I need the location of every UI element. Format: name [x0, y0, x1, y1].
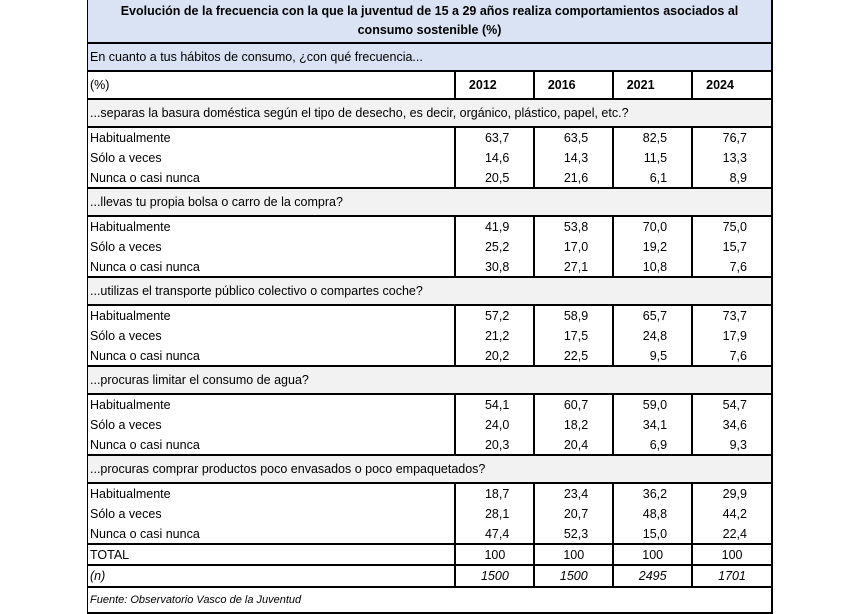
value-cell: 29,9	[691, 484, 771, 504]
table-row	[88, 504, 771, 524]
value-cell: 25,2	[454, 237, 533, 257]
header-year: 2012	[454, 72, 533, 98]
header-year: 2024	[691, 72, 771, 98]
value-cell: 21,6	[533, 168, 612, 187]
row-label: Sólo a veces	[90, 507, 162, 521]
header-row	[88, 72, 771, 100]
value-cell: 17,9	[691, 326, 771, 346]
value-cell: 75,0	[691, 217, 771, 237]
row-label: Nunca o casi nunca	[90, 259, 200, 274]
table-title: Evolución de la frecuencia con la que la juventud de 15 a 29 años realiza comportamientos asociados al consumo sostenible (%)	[88, 0, 771, 44]
value-cell: 20,4	[533, 435, 612, 454]
sample-size-value: 1500	[533, 566, 612, 586]
value-cell: 14,3	[533, 148, 612, 168]
value-cell: 20,2	[454, 346, 533, 365]
table-row	[88, 484, 771, 504]
value-cell: 23,4	[533, 484, 612, 504]
value-cell: 24,8	[612, 326, 691, 346]
value-cell: 6,9	[612, 435, 691, 454]
sections-container	[88, 100, 771, 545]
value-cell: 15,0	[612, 524, 691, 543]
value-cell: 7,6	[691, 257, 771, 276]
table-row	[88, 257, 771, 278]
table-row	[88, 346, 771, 367]
total-value: 100	[691, 545, 771, 564]
table-row	[88, 415, 771, 435]
table-row	[88, 306, 771, 326]
value-cell: 28,1	[454, 504, 533, 524]
value-cell: 58,9	[533, 306, 612, 326]
total-label: TOTAL	[90, 547, 130, 562]
value-cell: 18,7	[454, 484, 533, 504]
value-cell: 41,9	[454, 217, 533, 237]
value-cell: 54,1	[454, 395, 533, 415]
value-cell: 82,5	[612, 128, 691, 148]
row-label: Sólo a veces	[90, 418, 162, 432]
value-cell: 7,6	[691, 346, 771, 365]
row-label: Nunca o casi nunca	[90, 437, 200, 452]
table-row	[88, 524, 771, 545]
row-label: Habitualmente	[90, 220, 171, 234]
total-row	[88, 545, 771, 566]
value-cell: 44,2	[691, 504, 771, 524]
value-cell: 20,7	[533, 504, 612, 524]
value-cell: 52,3	[533, 524, 612, 543]
value-cell: 21,2	[454, 326, 533, 346]
section-question: ...procuras comprar productos poco envasados o poco empaquetados?	[88, 456, 771, 484]
sample-size-row	[88, 566, 771, 588]
value-cell: 17,5	[533, 326, 612, 346]
value-cell: 19,2	[612, 237, 691, 257]
source-note: Fuente: Observatorio Vasco de la Juventud	[88, 588, 771, 614]
row-label: Nunca o casi nunca	[90, 526, 200, 541]
value-cell: 6,1	[612, 168, 691, 187]
section-question: ...separas la basura doméstica según el tipo de desecho, es decir, orgánico, plástico, papel, etc.?	[88, 100, 771, 128]
row-label: Sólo a veces	[90, 329, 162, 343]
table-row	[88, 237, 771, 257]
value-cell: 59,0	[612, 395, 691, 415]
value-cell: 22,5	[533, 346, 612, 365]
row-label: Sólo a veces	[90, 240, 162, 254]
sample-size-value: 1701	[691, 566, 771, 586]
value-cell: 65,7	[612, 306, 691, 326]
value-cell: 27,1	[533, 257, 612, 276]
table-row	[88, 128, 771, 148]
row-label: Nunca o casi nunca	[90, 348, 200, 363]
value-cell: 53,8	[533, 217, 612, 237]
row-label: Habitualmente	[90, 487, 171, 501]
value-cell: 8,9	[691, 168, 771, 187]
value-cell: 20,5	[454, 168, 533, 187]
section-question: ...procuras limitar el consumo de agua?	[88, 367, 771, 395]
sample-size-value: 1500	[454, 566, 533, 586]
value-cell: 11,5	[612, 148, 691, 168]
table-row	[88, 148, 771, 168]
value-cell: 47,4	[454, 524, 533, 543]
table-row	[88, 435, 771, 456]
header-label: (%)	[90, 78, 110, 92]
row-label: Habitualmente	[90, 398, 171, 412]
value-cell: 76,7	[691, 128, 771, 148]
value-cell: 63,5	[533, 128, 612, 148]
value-cell: 73,7	[691, 306, 771, 326]
header-year: 2016	[533, 72, 612, 98]
value-cell: 22,4	[691, 524, 771, 543]
value-cell: 54,7	[691, 395, 771, 415]
row-label: Sólo a veces	[90, 151, 162, 165]
section-question: ...llevas tu propia bolsa o carro de la compra?	[88, 189, 771, 217]
value-cell: 36,2	[612, 484, 691, 504]
value-cell: 9,5	[612, 346, 691, 365]
value-cell: 34,1	[612, 415, 691, 435]
total-value: 100	[533, 545, 612, 564]
value-cell: 57,2	[454, 306, 533, 326]
sample-size-value: 2495	[612, 566, 691, 586]
section-question: ...utilizas el transporte público colectivo o compartes coche?	[88, 278, 771, 306]
header-year: 2021	[612, 72, 691, 98]
total-value: 100	[612, 545, 691, 564]
row-label: Nunca o casi nunca	[90, 170, 200, 185]
value-cell: 60,7	[533, 395, 612, 415]
value-cell: 30,8	[454, 257, 533, 276]
value-cell: 18,2	[533, 415, 612, 435]
data-table	[87, 0, 773, 614]
row-label: Habitualmente	[90, 309, 171, 323]
table-subtitle: En cuanto a tus hábitos de consumo, ¿con qué frecuencia...	[88, 44, 771, 72]
value-cell: 13,3	[691, 148, 771, 168]
total-value: 100	[454, 545, 533, 564]
value-cell: 70,0	[612, 217, 691, 237]
table-row	[88, 168, 771, 189]
value-cell: 17,0	[533, 237, 612, 257]
table-row	[88, 217, 771, 237]
row-label: Habitualmente	[90, 131, 171, 145]
value-cell: 9,3	[691, 435, 771, 454]
value-cell: 34,6	[691, 415, 771, 435]
table-row	[88, 395, 771, 415]
value-cell: 14,6	[454, 148, 533, 168]
value-cell: 15,7	[691, 237, 771, 257]
value-cell: 24,0	[454, 415, 533, 435]
table-row	[88, 326, 771, 346]
value-cell: 48,8	[612, 504, 691, 524]
value-cell: 10,8	[612, 257, 691, 276]
value-cell: 63,7	[454, 128, 533, 148]
sample-size-label: (n)	[90, 569, 106, 583]
value-cell: 20,3	[454, 435, 533, 454]
